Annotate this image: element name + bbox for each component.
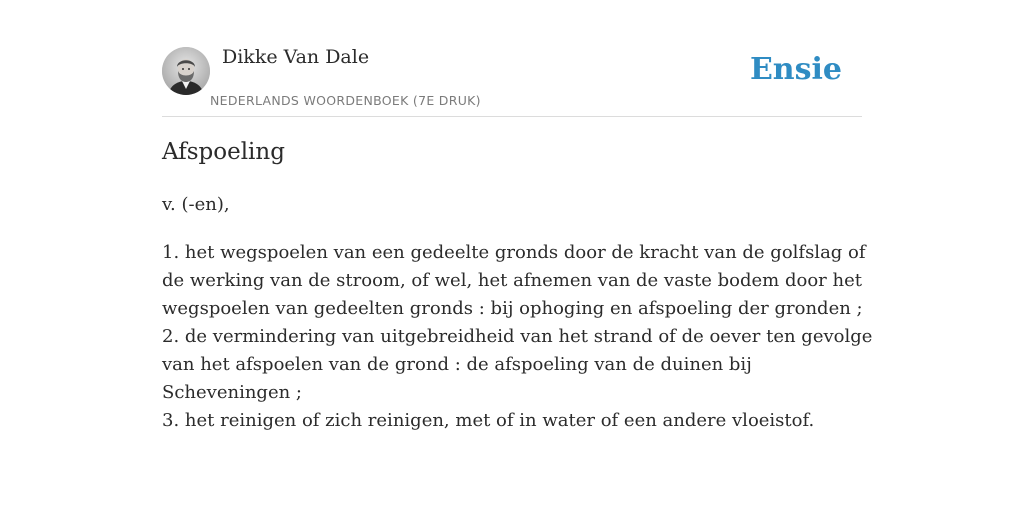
entry-title: Afspoeling (162, 139, 285, 165)
grammar-info: v. (-en), (162, 194, 230, 215)
definition-item: 2. de vermindering van uitgebreidheid van het strand of de oever ten gevolge van het afspoelen van de grond : de afspoeling van de duinen bij Scheveningen ; (162, 326, 873, 403)
portrait-photo-icon (162, 47, 210, 95)
header (162, 44, 862, 117)
definition-item: 3. het reinigen of zich reinigen, met of in water of een andere vloeistof. (162, 410, 815, 431)
source-label[interactable]: NEDERLANDS WOORDENBOEK (7E DRUK) (210, 93, 481, 108)
author-name[interactable]: Dikke Van Dale (222, 46, 370, 68)
brand-logo[interactable]: Ensie (749, 52, 842, 87)
definitions (162, 239, 874, 435)
author-avatar[interactable] (162, 47, 210, 95)
definition-item: 1. het wegspoelen van een gedeelte gronds door de kracht van de golfslag of de werking van de stroom, of wel, het afnemen van de vaste bodem door het wegspoelen van gedeelten gronds : bij ophoging en afspoeling der gronden ; (162, 242, 866, 319)
